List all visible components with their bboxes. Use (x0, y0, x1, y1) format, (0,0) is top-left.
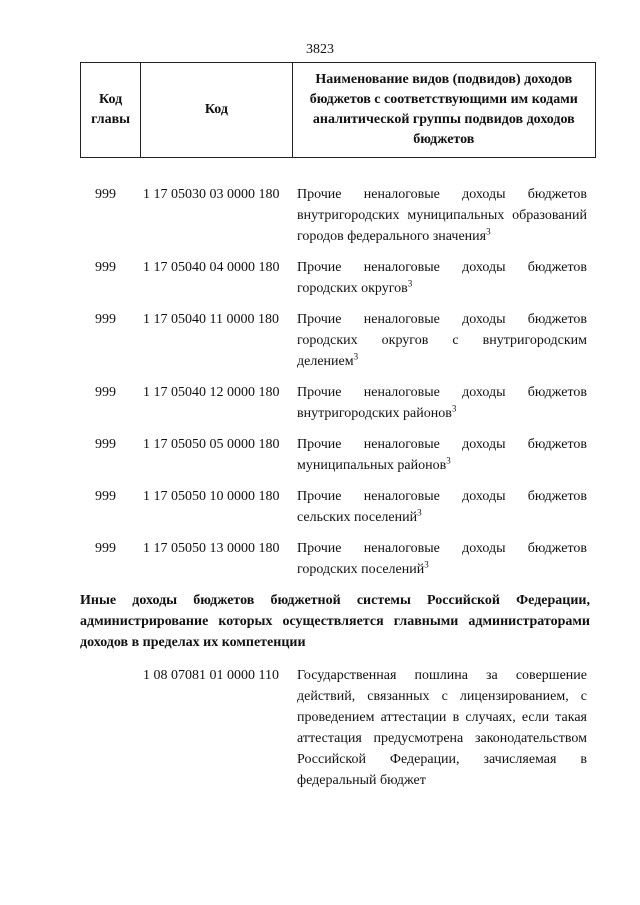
chapter-code: 999 (95, 187, 116, 202)
budget-code: 1 17 05030 03 0000 180 (143, 187, 280, 202)
page-number: 3823 (306, 42, 334, 57)
footnote-ref: 3 (353, 351, 359, 362)
footnote-ref: 3 (407, 278, 413, 289)
header-name: Наименование видов (подвидов) доходов бюджетов с соответствующими им кодами аналитической группы подвидов доходов бюджетов (292, 63, 595, 158)
budget-code: 1 17 05050 10 0000 180 (143, 489, 280, 504)
budget-code: 1 17 05040 12 0000 180 (143, 385, 280, 400)
table-body (80, 184, 592, 801)
chapter-code: 999 (95, 312, 116, 327)
table-row (80, 309, 592, 372)
budget-code: 1 17 05040 11 0000 180 (143, 312, 279, 327)
income-description: Прочие неналоговые доходы бюджетов сельских поселений$^3$ (297, 489, 587, 525)
header-code: Код (141, 63, 292, 158)
income-description: Прочие неналоговые доходы бюджетов городских округов$^3$ (297, 260, 587, 296)
footnote-ref: 3 (424, 559, 429, 570)
section-heading: Иные доходы бюджетов бюджетной системы Российской Федерации, администрирование которых осуществляется главными администраторами доходов в пределах их компетенции (80, 593, 590, 650)
header-chapter-code: Код главы (81, 63, 141, 158)
footnote-ref: 3 (451, 403, 457, 414)
income-description: Прочие неналоговые доходы бюджетов муниципальных районов$^3$ (297, 437, 587, 473)
chapter-code: 999 (95, 489, 116, 504)
table-row (80, 538, 592, 580)
budget-code: 1 17 05050 05 0000 180 (143, 437, 280, 452)
income-description: Прочие неналоговые доходы бюджетов городских округов с внутригородским делением$^3$ (297, 312, 587, 369)
table-row (80, 486, 592, 528)
income-description: Прочие неналоговые доходы бюджетов внутригородских районов$^3$ (297, 385, 587, 421)
footnote-ref: 3 (417, 507, 422, 518)
income-description: Прочие неналоговые доходы бюджетов городских поселений$^3$ (297, 541, 587, 577)
table-header (80, 62, 596, 158)
chapter-code: 999 (95, 260, 116, 275)
chapter-code: 999 (95, 437, 116, 452)
table-row (80, 434, 592, 476)
income-description: Государственная пошлина за совершение действий, связанных с лицензированием, с проведением аттестации в случаях, если такая аттестация предусмотрена законодательством Российской Федерации, зачисляемая в федеральный бюджет (297, 668, 587, 788)
chapter-code: 999 (95, 385, 116, 400)
table-row (80, 184, 592, 247)
budget-code: 1 17 05040 04 0000 180 (143, 260, 280, 275)
income-description: Прочие неналоговые доходы бюджетов внутригородских муниципальных образований городов федерального значения$^3$ (297, 187, 587, 244)
budget-code: 1 08 07081 01 0000 110 (143, 668, 279, 683)
table-row (80, 382, 592, 424)
footnote-ref: 3 (486, 226, 491, 237)
chapter-code: 999 (95, 541, 116, 556)
table-row (80, 665, 592, 791)
table-row (80, 257, 592, 299)
budget-code: 1 17 05050 13 0000 180 (143, 541, 280, 556)
footnote-ref: 3 (446, 455, 451, 466)
